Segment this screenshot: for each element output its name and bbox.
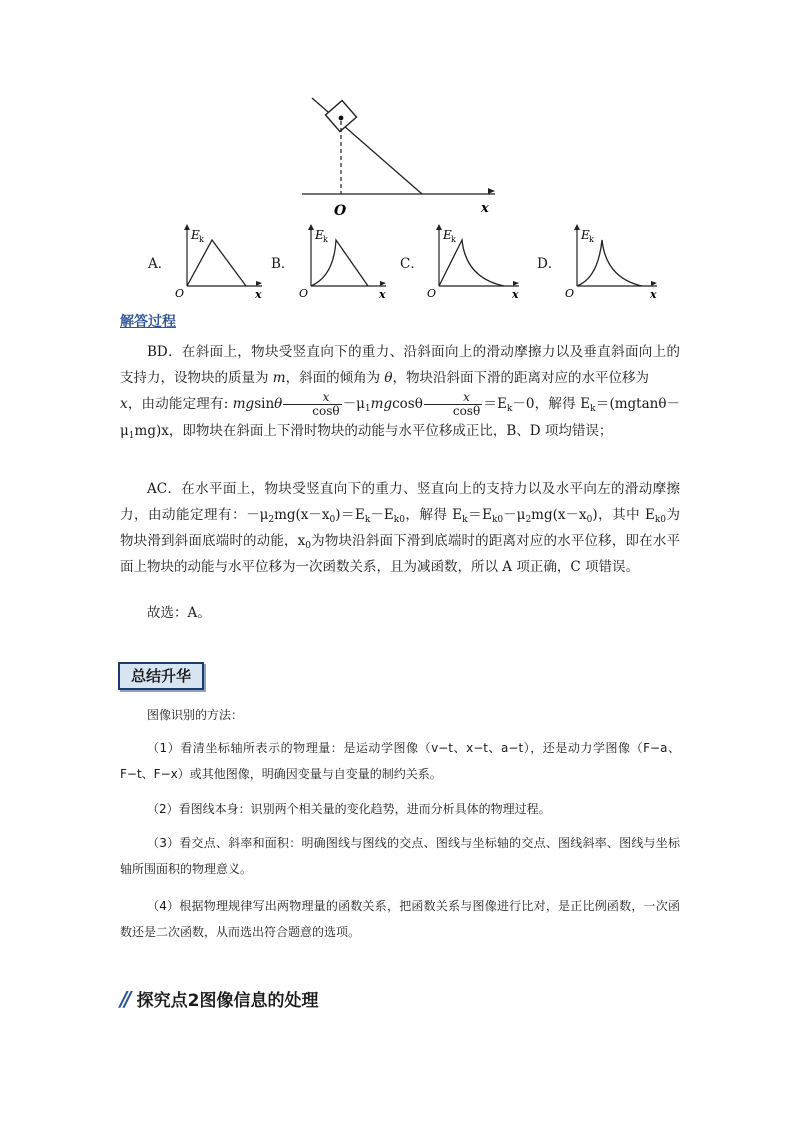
solution-heading: 解答过程 bbox=[120, 314, 176, 330]
svg-text:x: x bbox=[379, 288, 386, 301]
svg-text:x: x bbox=[512, 288, 519, 301]
x-axis-label: x bbox=[481, 201, 489, 216]
summary-intro: 图像识别的方法： bbox=[147, 708, 244, 722]
svg-text:O: O bbox=[175, 287, 185, 300]
option-c-letter: C． bbox=[400, 256, 424, 272]
section-title: 探究点2图像信息的处理 bbox=[136, 991, 319, 1011]
summary-item-2: （2）看图线本身：识别两个相关量的变化趋势，进而分析具体的物理过程。 bbox=[147, 802, 551, 816]
svg-text:x: x bbox=[650, 288, 657, 301]
section-heading bbox=[120, 986, 318, 1011]
summary-item-4: （4）根据物理规律写出两物理量的函数关系，把函数关系与图像进行比对，是正比例函数，一次函数还是二次函数，从而选出符合题意的选项。 bbox=[120, 899, 680, 939]
option-b-letter: B． bbox=[271, 256, 295, 272]
solution-paragraph-bd: BD．在斜面上，物块受竖直向下的重力、沿斜面向上的滑动摩擦力以及垂直斜面向上的支持力，设物块的质量为 m，斜面的倾角为 θ，物块沿斜面下滑的距离对应的水平位移为 x，由动能定理有: mgsinθ $\frac{x}{\cos\theta}$ $-\mu_1mgcos\theta$ $\frac{x}{\cos\theta}$ $=E_k-0$，解得 $E_k=(mgtan\theta-\mu_1mg)x$，即物块在斜面上下滑时物块的动能与水平位移成正比，B、D 项均错误； bbox=[120, 344, 680, 441]
svg-text:k: k bbox=[589, 235, 594, 244]
solution-paragraph-ac: AC．在水平面上，物块受竖直向下的重力、竖直向上的支持力以及水平向左的滑动摩擦力，由动能定理有：$-\mu_2mg(x-x_0)=E_k-E_{k0}$，解得 $E_k=E_{k0}-\mu_2mg(x-x_0)$，其中 $E_{k0}$为物块滑到斜面底端时的动能，$x_0$为物块沿斜面下滑到底端时的距离对应的水平位移，即在水平面上物块的动能与水平位移为一次函数关系，且为减函数，所以 A 项正确，C 项错误。 bbox=[120, 481, 681, 575]
ek-curve bbox=[577, 240, 642, 286]
section-marker-icon: // bbox=[120, 987, 129, 1011]
svg-text:E: E bbox=[191, 228, 200, 242]
svg-text:E: E bbox=[315, 228, 324, 242]
answer-line: 故选：A。 bbox=[147, 605, 211, 621]
graph-option-a bbox=[172, 224, 267, 302]
svg-text:O: O bbox=[299, 287, 309, 300]
svg-text:k: k bbox=[451, 235, 456, 244]
svg-text:O: O bbox=[427, 287, 437, 300]
summary-item-1: （1）看清坐标轴所表示的物理量：是运动学图像（v−t、x−t、a−t），还是动力学图像（F−a、F−t、F−x）或其他图像，明确因变量与自变量的制约关系。 bbox=[120, 741, 680, 781]
svg-text:E: E bbox=[443, 228, 452, 242]
ek-curve bbox=[187, 240, 246, 286]
fraction: $\frac{x}{\cos\theta}$ bbox=[424, 391, 482, 418]
svg-text:O: O bbox=[565, 287, 575, 300]
svg-text:E: E bbox=[581, 228, 590, 242]
graph-option-c bbox=[424, 224, 524, 302]
origin-label: O bbox=[334, 203, 347, 219]
option-d-letter: D． bbox=[537, 256, 562, 272]
graph-option-b bbox=[296, 224, 391, 302]
ek-curve bbox=[311, 240, 368, 286]
svg-text:k: k bbox=[323, 235, 328, 244]
incline-figure bbox=[290, 88, 510, 223]
ek-curve bbox=[439, 240, 504, 286]
option-a-letter: A． bbox=[148, 256, 172, 272]
svg-text:x: x bbox=[255, 288, 262, 301]
fraction: $\frac{x}{\cos\theta}$ bbox=[283, 391, 341, 418]
summary-badge: 总结升华 bbox=[118, 662, 204, 690]
summary-item-3: （3）看交点、斜率和面积：明确图线与图线的交点、图线与坐标轴的交点、图线斜率、图线与坐标轴所围面积的物理意义。 bbox=[120, 836, 680, 876]
graph-option-d bbox=[562, 224, 662, 302]
svg-text:k: k bbox=[199, 235, 204, 244]
block-center-dot bbox=[339, 116, 344, 121]
